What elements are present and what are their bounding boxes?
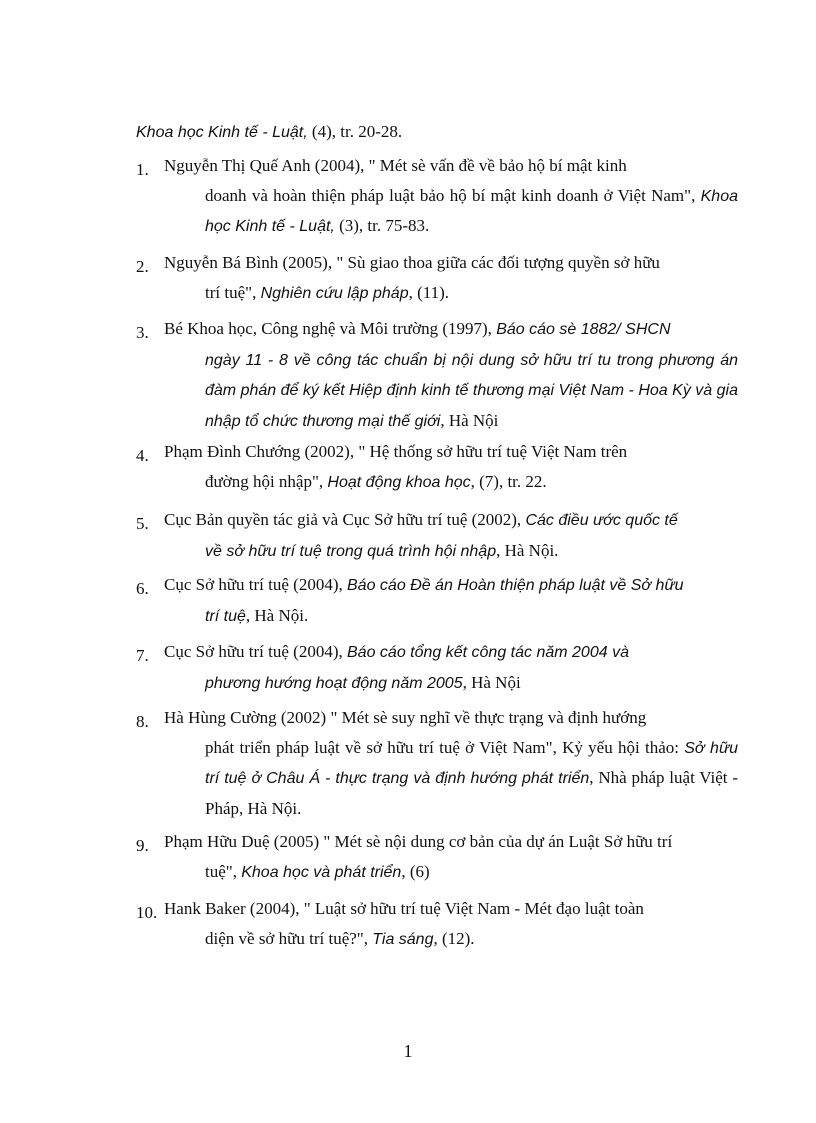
reference-number: 3. — [136, 323, 149, 342]
book-title: về sở hữu trí tuệ trong quá trình hội nhập — [205, 542, 497, 560]
journal-title: Nghiên cứu lập pháp — [260, 284, 409, 302]
report-title: Báo cáo sè 1882/ SHCN — [496, 321, 671, 338]
journal-title: Hoạt động khoa học — [327, 473, 471, 491]
reference-text: trí tuệ", — [205, 282, 261, 302]
page-number: 1 — [403, 1041, 413, 1061]
reference-number: 4. — [136, 446, 149, 465]
reference-text: Cục Sở hữu trí tuệ (2004), — [164, 642, 347, 661]
reference-line: Nguyễn Bá Bình (2005), " Sù giao thoa giữa các đối tượng quyền sở hữu — [164, 253, 660, 272]
reference-line: Hà Hùng Cường (2002) " Mét sè suy nghĩ về thực trạng và định hướng — [164, 708, 647, 727]
reference-number: 9. — [136, 836, 149, 855]
report-title: Báo cáo Đề án Hoàn thiện pháp luật về Sở hữu — [347, 577, 684, 594]
reference-number: 10. — [136, 903, 158, 922]
reference-text: Cục Bản quyền tác giả và Cục Sở hữu trí tuệ (2002), — [164, 510, 526, 529]
citation-details: , Nhà pháp luật Việt - Pháp, Hà Nội. — [205, 768, 738, 818]
citation-details: (3), tr. 75-83. — [334, 216, 430, 235]
reference-number: 8. — [136, 712, 149, 731]
reference-item-7 — [136, 637, 738, 698]
reference-number: 7. — [136, 646, 149, 665]
report-title: Báo cáo tổng kết công tác năm 2004 và — [347, 644, 629, 661]
reference-text: tuệ", — [205, 861, 242, 881]
book-title: Các điều ước quốc tế — [525, 512, 678, 529]
reference-item-5 — [136, 505, 738, 566]
reference-line: Hank Baker (2004), " Luật sở hữu trí tuệ Việt Nam - Mét đạo luật toàn — [164, 899, 644, 918]
reference-number: 5. — [136, 514, 149, 533]
citation-details: , Hà Nội. — [496, 540, 559, 560]
reference-item-6 — [136, 570, 738, 631]
reference-text: đường hội nhập", — [205, 471, 328, 491]
citation-details: , Hà Nội. — [245, 605, 309, 625]
journal-title: Khoa học Kinh tế - Luật, — [205, 187, 738, 235]
citation-details: , Hà Nội — [440, 410, 499, 430]
reference-text: Bé Khoa học, Công nghệ và Môi trường (1997), — [164, 319, 497, 338]
reference-number: 1. — [136, 160, 149, 179]
reference-item-1 — [136, 151, 738, 242]
citation-details: , (6) — [401, 861, 430, 881]
report-title: ngày 11 - 8 về công tác chuẩn bị nội dung sở hữu trí tu trong phương án đàm phán để ký kết Hiệp định kinh tế thương mại Việt Nam - Hoa Kỳ và gia nhập tổ chức thương mại thế giới — [205, 351, 738, 430]
citation-details: , (12). — [433, 928, 475, 948]
reference-item-3 — [136, 314, 738, 436]
reference-text: phát triển pháp luật về sở hữu trí tuệ ở Việt Nam", Kỷ yếu hội thảo: — [205, 737, 685, 757]
reference-item-10 — [136, 894, 738, 954]
reference-line: Nguyễn Thị Quế Anh (2004), " Mét sè vấn đề về bảo hộ bí mật kinh — [164, 156, 627, 175]
citation-details: , (11). — [408, 282, 450, 302]
reference-line: Phạm Hữu Duệ (2005) " Mét sè nội dung cơ bản của dự án Luật Sở hữu trí — [164, 832, 673, 851]
reference-text: diện về sở hữu trí tuệ?", — [205, 928, 373, 948]
journal-title: Tia sáng — [372, 930, 434, 948]
citation-details: , Hà Nội — [462, 672, 521, 692]
reference-item-9 — [136, 827, 738, 887]
journal-title: Khoa học Kinh tế - Luật, — [136, 124, 308, 141]
reference-line: Phạm Đình Chướng (2002), " Hệ thống sở hữu trí tuệ Việt Nam trên — [164, 442, 628, 461]
citation-details: , (7), tr. 22. — [470, 471, 547, 491]
citation-details: (4), tr. 20-28. — [307, 122, 403, 141]
reference-item-8 — [136, 703, 738, 823]
reference-item-2 — [136, 248, 738, 308]
reference-text: Cục Sở hữu trí tuệ (2004), — [164, 575, 347, 594]
proceedings-title: Sở hữu trí tuệ ở Châu Á - thực trạng và định hướng phát triển — [205, 739, 738, 787]
reference-item-4 — [136, 437, 738, 497]
reference-continuation — [136, 117, 746, 147]
reference-number: 6. — [136, 579, 149, 598]
report-title: phương hướng hoạt động năm 2005 — [205, 674, 463, 692]
reference-text: doanh và hoàn thiện pháp luật bảo hộ bí mật kinh doanh ở Việt Nam", — [205, 185, 701, 205]
report-title: trí tuệ — [205, 607, 246, 625]
journal-title: Khoa học và phát triển — [241, 863, 402, 881]
reference-number: 2. — [136, 257, 149, 276]
